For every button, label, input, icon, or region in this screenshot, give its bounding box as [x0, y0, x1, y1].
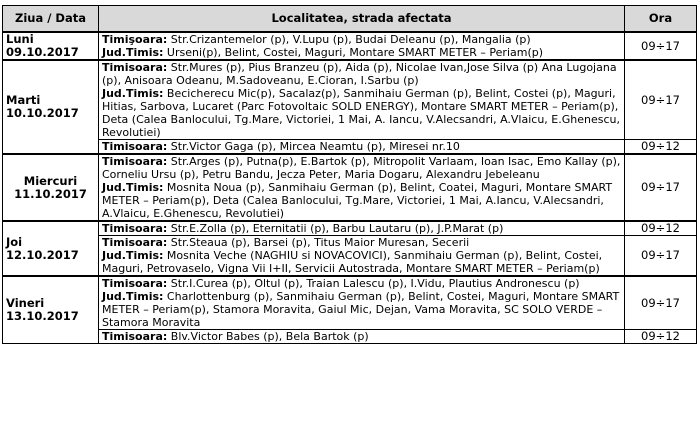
entry-title: Timisoara: [102, 330, 168, 343]
hours-cell: 09÷17 [625, 60, 697, 140]
location-cell [99, 236, 625, 277]
header-hours: Ora [625, 6, 697, 33]
location-cell [99, 330, 625, 344]
entry-text: Blv.Victor Babes (p), Bela Bartok (p) [167, 330, 369, 343]
entry-text: Charlottenburg (p), Sanmihaiu German (p), Belint, Costei, Maguri, Montare SMART METER – Periam(p), Stamora Moravita, Gaiul Mic, Dejan, Vama Moravita, SC SOLO VERDE – Stamora Moravita [102, 290, 620, 329]
location-entry [102, 236, 621, 249]
location-entry [102, 330, 621, 343]
entry-text: Str.Steaua (p), Barsei (p), Titus Maior Muresan, Secerii [167, 236, 470, 249]
entry-title: Timisoara: [102, 155, 168, 168]
entry-text: Str.Mures (p), Pius Branzeu (p), Aida (p), Nicolae Ivan,Jose Silva (p) Ana Lugojana (p), Anisoara Odeanu, M.Sadoveanu, E.Cioran, I.Sarbu (p) [102, 61, 617, 87]
hours-cell: 09÷17 [625, 32, 697, 60]
day-name: Vineri [6, 296, 45, 310]
day-name: Joi [6, 234, 23, 249]
table-row [3, 32, 697, 60]
location-entry [102, 155, 621, 181]
day-date: 10.10.2017 [6, 106, 79, 120]
day-date: 13.10.2017 [6, 309, 79, 323]
location-entry [102, 222, 621, 235]
location-entry [102, 46, 621, 59]
header-row [3, 6, 697, 33]
entry-title: Timisoara: [102, 61, 168, 74]
location-entry [102, 87, 621, 139]
table-row [3, 221, 697, 236]
entry-text: Mosnita Veche (NAGHIU si NOVACOVICI), Sanmihaiu German (p), Belint, Costei, Maguri, Petrovaselo, Vigna Vii I+II, Servicii Autostrada, Montare SMART METER – Periam(p) [102, 249, 603, 275]
entry-title: Jud.Timis: [102, 290, 164, 303]
day-cell [3, 276, 99, 344]
location-entry [102, 181, 621, 220]
header-location: Localitatea, strada afectata [99, 6, 625, 33]
hours-cell: 09÷17 [625, 154, 697, 221]
day-cell [3, 154, 99, 221]
hours-cell: 09÷12 [625, 330, 697, 344]
day-name: Marti [6, 93, 41, 107]
day-cell [3, 221, 99, 276]
hours-cell: 09÷17 [625, 276, 697, 330]
entry-title: Jud.Timis: [102, 46, 164, 59]
location-cell [99, 276, 625, 330]
entry-title: Timisoara: [102, 140, 168, 153]
hours-cell: 09÷17 [625, 236, 697, 277]
entry-title: Jud.Timis: [102, 249, 164, 262]
entry-text: Str.Arges (p), Putna(p), E.Bartok (p), Mitropolit Varlaam, Ioan Isac, Emo Kallay (p), Corneliu Ursu (p), Petru Bandu, Jecza Peter, Maria Dogaru, Alexandru Jebeleanu [102, 155, 621, 181]
entry-text: Str.Victor Gaga (p), Mircea Neamtu (p), Miresei nr.10 [167, 140, 460, 153]
day-date: 12.10.2017 [6, 247, 79, 262]
location-entry [102, 277, 621, 290]
entry-text: Str.I.Curea (p), Oltul (p), Traian Lalescu (p), I.Vidu, Plautius Andronescu (p) [167, 277, 580, 290]
table-row [3, 236, 697, 277]
location-entry [102, 33, 621, 46]
entry-text: Urseni(p), Belint, Costei, Maguri, Montare SMART METER – Periam(p) [163, 46, 544, 59]
header-day: Ziua / Data [3, 6, 99, 33]
location-entry [102, 249, 621, 275]
entry-text: Str.Crizantemelor (p), V.Lupu (p), Budai Deleanu (p), Mangalia (p) [167, 33, 531, 46]
entry-text: Str.E.Zolla (p), Eternitatii (p), Barbu Lautaru (p), J.P.Marat (p) [167, 222, 504, 235]
table-row [3, 154, 697, 221]
location-cell [99, 32, 625, 60]
hours-cell: 09÷12 [625, 140, 697, 155]
table-row [3, 330, 697, 344]
table-row [3, 276, 697, 330]
location-entry [102, 140, 621, 153]
location-cell [99, 140, 625, 155]
hours-cell: 09÷12 [625, 221, 697, 236]
table-row [3, 140, 697, 155]
entry-title: Timisoara: [102, 222, 168, 235]
location-entry [102, 290, 621, 329]
day-cell [3, 60, 99, 154]
entry-text: Mosnita Noua (p), Sanmihaiu German (p), Belint, Coatei, Maguri, Montare SMART METER – Periam(p), Deta (Calea Banlocului, Tg.Mare, Victoriei, 1 Mai, A.Iancu, V.Alecsandri, A.Vlaicu, E.Ghenescu, Revolutiei) [102, 181, 613, 220]
location-cell [99, 60, 625, 140]
entry-title: Timisoara: [102, 277, 168, 290]
location-entry [102, 61, 621, 87]
entry-title: Timisoara: [102, 236, 168, 249]
day-name: Miercuri [23, 173, 78, 188]
day-cell [3, 32, 99, 60]
entry-title: Jud.Timis: [102, 87, 164, 100]
day-date: 09.10.2017 [6, 45, 79, 59]
entry-title: Timişoara: [102, 33, 168, 46]
outage-schedule-table [2, 5, 697, 344]
day-name: Luni [6, 32, 34, 46]
table-row [3, 60, 697, 140]
location-cell [99, 221, 625, 236]
location-cell [99, 154, 625, 221]
entry-title: Jud.Timis: [102, 181, 164, 194]
day-date: 11.10.2017 [14, 186, 87, 201]
entry-text: Becicherecu Mic(p), Sacalaz(p), Sanmihaiu German (p), Belint, Costei (p), Maguri, Hitias, Sarbova, Lucaret (Parc Fotovoltaic SOLD ENERGY), Montare SMART METER – Periam(p), Deta (Calea Banlocului, Tg.Mare, Victoriei, 1 Mai, A. Iancu, V.Alecsandri, A.Vlaicu, E.Ghenescu, Revolutiei) [102, 87, 620, 139]
